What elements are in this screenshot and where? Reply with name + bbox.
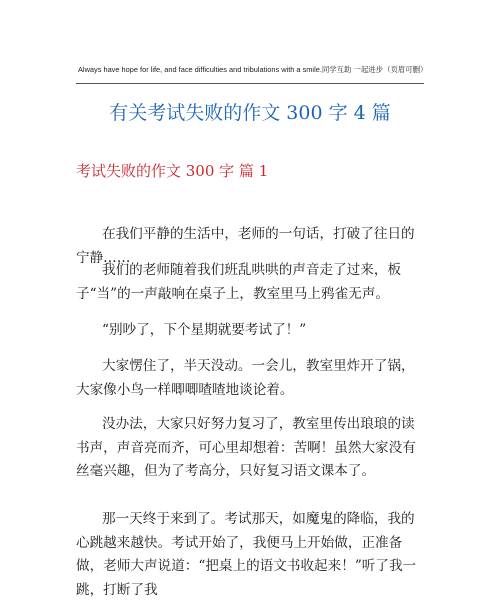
paragraph-5: 没办法，大家只好努力复习了，教室里传出琅琅的读书声，声音亮而齐，可心里却想着：苦啊！虽然大家没有丝毫兴趣，但为了考高分，只好复习语文课本了。 — [76, 416, 416, 479]
paragraph-6: 那一天终于来到了。考试那天，如魔鬼的降临，我的心跳越来越快。考试开始了，我便马上开始做，正准备做，老师大声说道：“把桌上的语文书收起来！”听了我一跳，打断了我 — [76, 511, 417, 598]
header-divider — [76, 83, 424, 84]
document-title: 有关考试失败的作文 300 字 4 篇 — [109, 102, 391, 124]
paragraph-1: 在我们平静的生活中，老师的一句话，打破了往日的宁静…… — [76, 226, 415, 266]
paragraph-3: “别吵了，下个星期就要考试了！” — [102, 322, 307, 338]
section-title: 考试失败的作文 300 字 篇 1 — [76, 162, 269, 180]
page-header: Always have hope for life, and face difficulties and tribulations with a smile.同学互助 一起进步（页眉可删） — [78, 65, 428, 74]
paragraph-2: 我们的老师随着我们班乱哄哄的声音走了过来，板子“当”的一声敲响在桌子上，教室里马上鸦雀无声。 — [76, 262, 402, 302]
paragraph-4: 大家愣住了，半天没动。一会儿，教室里炸开了锅，大家像小鸟一样唧唧喳喳地谈论着。 — [76, 358, 415, 398]
